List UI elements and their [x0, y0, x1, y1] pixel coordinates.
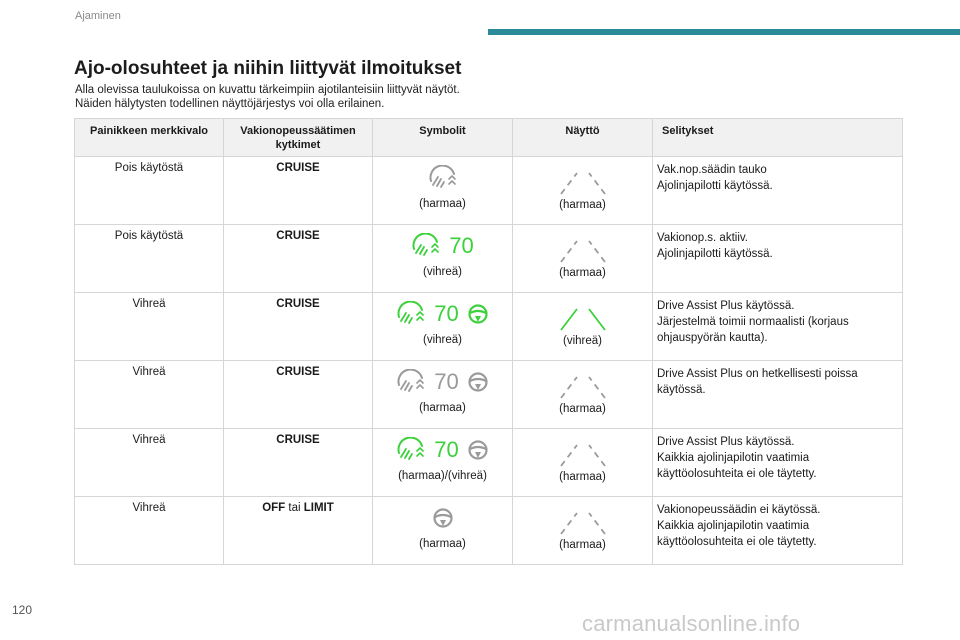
explanation-cell	[653, 429, 903, 497]
symbol-caption: (harmaa)	[419, 402, 466, 414]
header-switch-line: Vakionopeussäätimen	[240, 125, 356, 137]
symbol-cell	[373, 497, 513, 565]
header-display: Näyttö	[513, 119, 653, 157]
explanation-line: käytössä.	[657, 384, 706, 396]
symbol-cell	[373, 225, 513, 293]
header-switch-line: kytkimet	[275, 139, 321, 151]
lane-markings-icon	[557, 170, 609, 196]
steering-wheel-icon	[467, 371, 489, 393]
table-row	[75, 293, 903, 361]
lane-markings-icon	[557, 442, 609, 468]
switch-cell: CRUISE	[224, 225, 373, 293]
header-explanations: Selitykset	[653, 119, 903, 157]
cruise-control-icon	[396, 437, 426, 463]
display-caption: (harmaa)	[559, 403, 606, 415]
display-caption: (harmaa)	[559, 267, 606, 279]
indicator-cell: Vihreä	[75, 429, 224, 497]
intro-line: Alla olevissa taulukoissa on kuvattu tärkeimpiin ajotilanteisiin liittyvät näytöt.	[75, 84, 460, 96]
explanation-line: ohjauspyörän kautta).	[657, 332, 768, 344]
page-title: Ajo-olosuhteet ja niihin liittyvät ilmoitukset	[74, 58, 462, 79]
explanation-line: Kaikkia ajolinjapilotin vaatimia	[657, 452, 810, 464]
explanation-line: Järjestelmä toimii normaalisti (korjaus	[657, 316, 849, 328]
symbol-caption: (vihreä)	[423, 334, 462, 346]
symbol-cell	[373, 429, 513, 497]
explanation-cell	[653, 157, 903, 225]
symbol-caption: (harmaa)/(vihreä)	[398, 470, 487, 482]
symbol-icons	[432, 502, 454, 534]
indicator-cell: Vihreä	[75, 361, 224, 429]
switch-cell: CRUISE	[224, 293, 373, 361]
intro-text	[75, 83, 460, 111]
speed-value: 70	[449, 233, 474, 258]
table-row	[75, 429, 903, 497]
table-row	[75, 225, 903, 293]
symbol-icons	[396, 298, 488, 330]
steering-wheel-icon	[467, 439, 489, 461]
switch-cell: CRUISE	[224, 361, 373, 429]
symbol-caption: (vihreä)	[423, 266, 462, 278]
display-cell	[513, 157, 653, 225]
section-accent-bar	[488, 29, 960, 35]
explanation-cell	[653, 497, 903, 565]
speed-value: 70	[434, 301, 459, 326]
symbol-icons	[396, 434, 488, 466]
header-switch	[224, 119, 373, 157]
explanation-line: käyttöolosuhteita ei ole täytetty.	[657, 468, 817, 480]
display-cell	[513, 497, 653, 565]
indicator-cell: Vihreä	[75, 293, 224, 361]
explanation-line: Kaikkia ajolinjapilotin vaatimia	[657, 520, 810, 532]
header-indicator: Painikkeen merkkivalo	[75, 119, 224, 157]
conditions-table	[74, 118, 903, 565]
display-cell	[513, 293, 653, 361]
header-symbols: Symbolit	[373, 119, 513, 157]
explanation-line: käyttöolosuhteita ei ole täytetty.	[657, 536, 817, 548]
watermark: carmanualsonline.info	[582, 611, 801, 636]
cruise-control-icon	[396, 369, 426, 395]
explanation-line: Ajolinjapilotti käytössä.	[657, 180, 773, 192]
switch-cell: CRUISE	[224, 429, 373, 497]
explanation-line: Drive Assist Plus käytössä.	[657, 300, 795, 312]
explanation-cell	[653, 293, 903, 361]
indicator-cell: Vihreä	[75, 497, 224, 565]
explanation-line: Vakionop.s. aktiiv.	[657, 232, 748, 244]
explanation-line: Drive Assist Plus käytössä.	[657, 436, 795, 448]
symbol-icons	[396, 366, 488, 398]
display-caption: (harmaa)	[559, 471, 606, 483]
symbol-icons	[411, 230, 473, 262]
display-caption: (harmaa)	[559, 539, 606, 551]
speed-value: 70	[434, 369, 459, 394]
lane-markings-icon	[557, 510, 609, 536]
indicator-cell: Pois käytöstä	[75, 157, 224, 225]
section-label: Ajaminen	[75, 10, 121, 22]
cruise-control-icon	[411, 233, 441, 259]
symbol-cell	[373, 361, 513, 429]
steering-wheel-icon	[432, 507, 454, 529]
explanation-cell	[653, 361, 903, 429]
table-header-row	[75, 119, 903, 157]
symbol-cell	[373, 157, 513, 225]
symbol-icons	[428, 162, 458, 194]
display-cell	[513, 429, 653, 497]
table-row	[75, 361, 903, 429]
lane-markings-icon	[557, 306, 609, 332]
explanation-line: Vak.nop.säädin tauko	[657, 164, 767, 176]
intro-line: Näiden hälytysten todellinen näyttöjärjestys voi olla erilainen.	[75, 98, 385, 110]
switch-cell	[224, 497, 373, 565]
explanation-line: Ajolinjapilotti käytössä.	[657, 248, 773, 260]
display-caption: (harmaa)	[559, 199, 606, 211]
cruise-control-icon	[396, 301, 426, 327]
symbol-caption: (harmaa)	[419, 538, 466, 550]
symbol-cell	[373, 293, 513, 361]
explanation-cell	[653, 225, 903, 293]
page-number: 120	[12, 603, 33, 617]
explanation-line: Vakionopeussäädin ei käytössä.	[657, 504, 821, 516]
lane-markings-icon	[557, 238, 609, 264]
display-caption: (vihreä)	[563, 335, 602, 347]
explanation-line: Drive Assist Plus on hetkellisesti poissa	[657, 368, 858, 380]
indicator-cell: Pois käytöstä	[75, 225, 224, 293]
speed-value: 70	[434, 437, 459, 462]
symbol-caption: (harmaa)	[419, 198, 466, 210]
table-row	[75, 497, 903, 565]
display-cell	[513, 361, 653, 429]
switch-cell: CRUISE	[224, 157, 373, 225]
switch-limit: LIMIT	[303, 502, 334, 514]
lane-markings-icon	[557, 374, 609, 400]
display-cell	[513, 225, 653, 293]
switch-or: tai	[285, 502, 304, 514]
table-row	[75, 157, 903, 225]
cruise-control-icon	[428, 165, 458, 191]
switch-off: OFF	[262, 502, 286, 514]
steering-wheel-icon	[467, 303, 489, 325]
